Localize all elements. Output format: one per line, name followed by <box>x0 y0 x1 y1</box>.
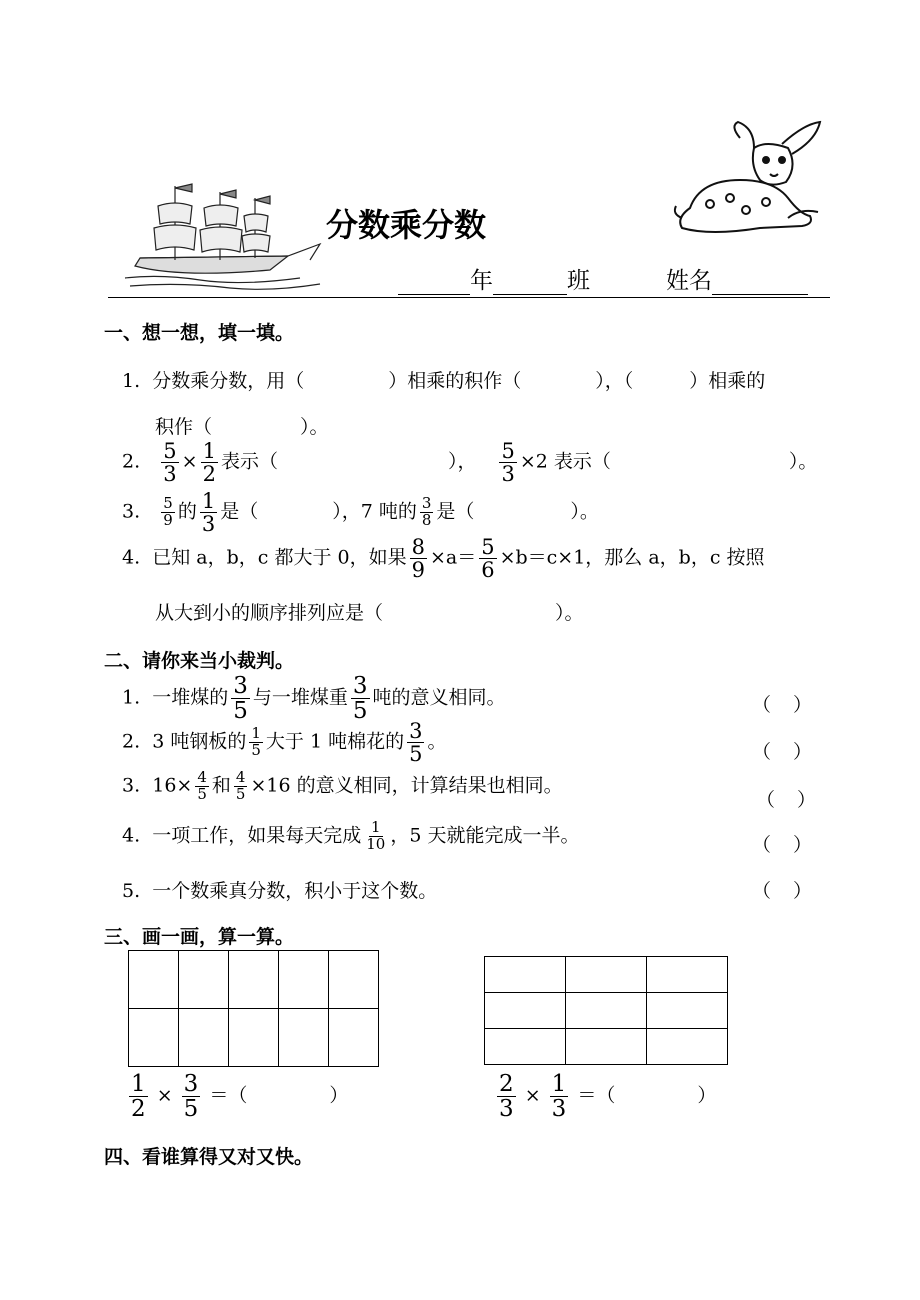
fraction: $\frac{8}{9}$ <box>411 535 425 583</box>
drawing-grid-right[interactable] <box>484 956 728 1065</box>
header-divider <box>108 297 830 298</box>
fraction: $\frac{5}{9}$ <box>163 494 173 530</box>
fraction: $\frac{1}{5}$ <box>251 724 261 760</box>
s1-q2: 2. $\frac{5}{3}$ × $\frac{1}{2}$ 表示（ ）， $\frac{5}{3}$ ×2 表示（ ）。 <box>122 439 818 487</box>
page-title: 分数乘分数 <box>326 206 487 244</box>
fraction: $\frac{5}{3}$ <box>163 439 177 487</box>
fraction: $\frac{2}{3}$ <box>499 1071 514 1123</box>
fraction: $\frac{1}{2}$ <box>202 439 216 487</box>
fraction: $\frac{3}{5}$ <box>409 719 423 767</box>
fraction: $\frac{3}{5}$ <box>233 673 248 725</box>
sailing-ship-illustration <box>120 178 330 298</box>
s2-q2-answer[interactable]: （ ） <box>752 741 813 763</box>
name-label: 姓名 <box>666 268 712 294</box>
section4-heading: 四、看谁算得又对又快。 <box>104 1146 314 1168</box>
fraction: $\frac{1}{10}$ <box>366 818 386 853</box>
s1-q4-line1: 4. 已知 a，b，c 都大于 0，如果 $\frac{8}{9}$ ×a＝ $\frac{5}{6}$ ×b＝c×1，那么 a，b，c 按照 <box>122 535 765 583</box>
s2-q3: 3. 16× $\frac{4}{5}$ 和 $\frac{4}{5}$ ×16 的意义相同，计算结果也相同。 <box>122 768 563 803</box>
fraction: $\frac{3}{5}$ <box>352 673 368 725</box>
s3-right-equation: $\frac{2}{3}$ × $\frac{1}{3}$ ＝（ ） <box>499 1071 717 1123</box>
s2-q1-answer[interactable]: （ ） <box>752 694 813 716</box>
fraction: $\frac{5}{3}$ <box>501 439 515 487</box>
s1-q3: 3. $\frac{5}{9}$ 的 $\frac{1}{3}$ 是（ ），7 吨的 $\frac{3}{8}$ 是（ ）。 <box>122 489 599 537</box>
fraction: $\frac{3}{8}$ <box>421 494 432 530</box>
class-blank[interactable] <box>493 272 567 295</box>
s2-q5-answer[interactable]: （ ） <box>752 880 813 902</box>
s2-q4-answer[interactable]: （ ） <box>752 834 813 856</box>
s2-q5: 5. 一个数乘真分数，积小于这个数。 <box>122 880 438 902</box>
s1-q1-line1: 1. 分数乘分数，用（ ）相乘的积作（ ），（ ）相乘的 <box>122 370 766 392</box>
s1-q4-line2: 从大到小的顺序排列应是（ ）。 <box>155 602 584 624</box>
s3-left-equation: $\frac{1}{2}$ × $\frac{3}{5}$ ＝（ ） <box>131 1071 349 1123</box>
s2-q3-answer[interactable]: （ ） <box>756 789 817 811</box>
section1-heading: 一、想一想，填一填。 <box>104 322 295 344</box>
section2-heading: 二、请你来当小裁判。 <box>104 650 295 672</box>
drawing-grid-left[interactable] <box>128 950 379 1067</box>
s1-q1-line2: 积作（ ）。 <box>155 416 329 438</box>
grade-label: 年 <box>470 268 493 294</box>
s2-q2: 2. 3 吨钢板的 $\frac{1}{5}$ 大于 1 吨棉花的 $\frac{3}{5}$ 。 <box>122 719 447 767</box>
name-blank[interactable] <box>712 272 808 295</box>
student-info-line <box>398 262 808 295</box>
fraction: $\frac{4}{5}$ <box>235 768 246 803</box>
deer-illustration <box>670 118 830 246</box>
s2-q4: 4. 一项工作，如果每天完成 $\frac{1}{10}$ ，5 天就能完成一半。 <box>122 818 580 853</box>
class-label: 班 <box>567 268 590 294</box>
fraction: $\frac{1}{3}$ <box>551 1071 567 1123</box>
section3-heading: 三、画一画，算一算。 <box>104 926 295 948</box>
fraction: $\frac{1}{2}$ <box>131 1071 146 1123</box>
s2-q1: 1. 一堆煤的 $\frac{3}{5}$ 与一堆煤重 $\frac{3}{5}$ 吨的意义相同。 <box>122 673 506 725</box>
fraction: $\frac{3}{5}$ <box>183 1071 199 1123</box>
grade-blank[interactable] <box>398 272 470 295</box>
fraction: $\frac{1}{3}$ <box>201 489 216 537</box>
fraction: $\frac{4}{5}$ <box>197 768 207 803</box>
fraction: $\frac{5}{6}$ <box>481 535 495 583</box>
